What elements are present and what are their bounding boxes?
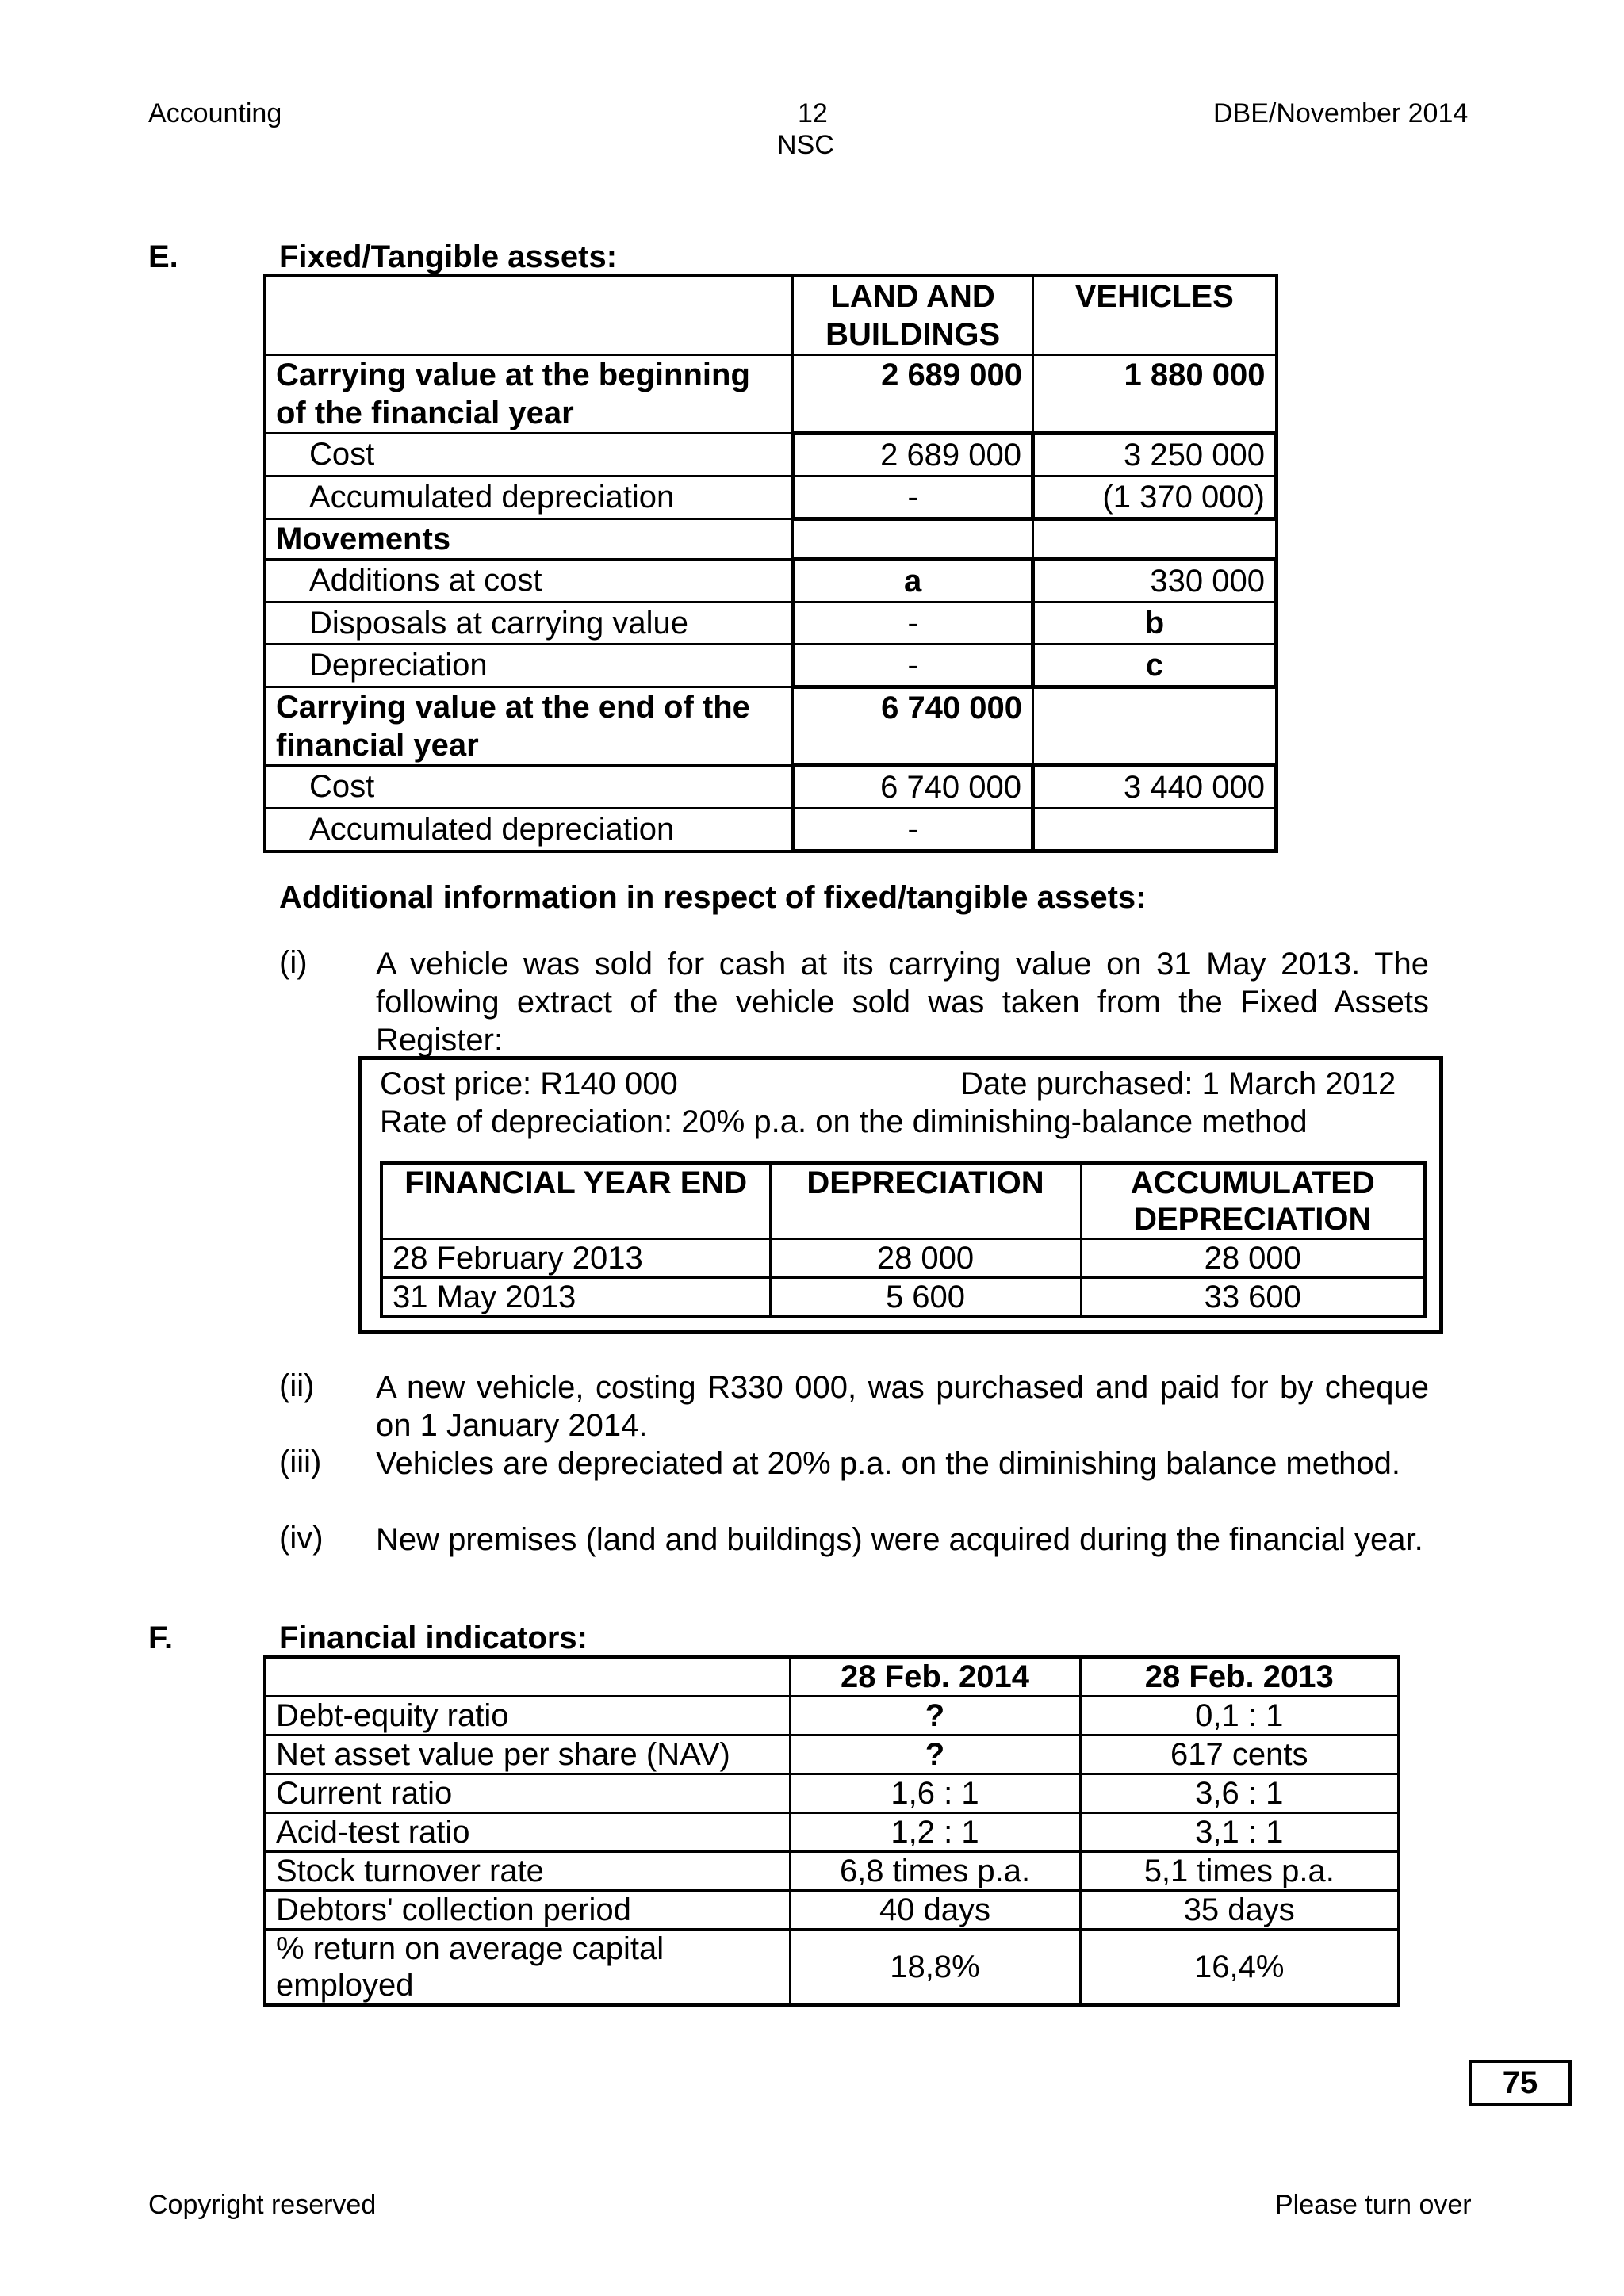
fi-value-2013: 5,1 times p.a. bbox=[1080, 1852, 1399, 1891]
fa-cv-begin-land: 2 689 000 bbox=[793, 355, 1033, 434]
register-cell: 28 000 bbox=[1081, 1239, 1425, 1278]
register-table bbox=[380, 1161, 1427, 1318]
fa-movements-vehicles bbox=[1033, 519, 1277, 560]
register-header-accumulated: ACCUMULATED DEPRECIATION bbox=[1081, 1163, 1425, 1239]
table-row bbox=[381, 1278, 1425, 1318]
fi-label: Net asset value per share (NAV) bbox=[265, 1735, 790, 1774]
fi-label: % return on average capital employed bbox=[265, 1930, 790, 2006]
fa-cv-end-land: 6 740 000 bbox=[793, 687, 1033, 766]
register-cost-price: Cost price: R140 000 bbox=[380, 1066, 678, 1101]
header-exam: DBE/November 2014 bbox=[1213, 98, 1469, 128]
footer-turn-over: Please turn over bbox=[1275, 2190, 1472, 2220]
register-header-year-end: FINANCIAL YEAR END bbox=[381, 1163, 770, 1239]
fi-label: Debtors' collection period bbox=[265, 1891, 790, 1930]
item-ii-text: A new vehicle, costing R330 000, was purchased and paid for by cheque on 1 January 2014. bbox=[376, 1370, 1429, 1443]
fi-value-2014: 1,2 : 1 bbox=[790, 1813, 1080, 1852]
fi-value-2014: 40 days bbox=[790, 1891, 1080, 1930]
fa-accdep-begin-label: Accumulated depreciation bbox=[265, 476, 793, 519]
fa-cost-end-vehicles: 3 440 000 bbox=[1033, 766, 1277, 809]
register-cell: 31 May 2013 bbox=[381, 1278, 770, 1318]
fa-header-blank bbox=[265, 276, 793, 355]
section-f-letter: F. bbox=[148, 1621, 174, 1655]
item-iii-text: Vehicles are depreciated at 20% p.a. on the diminishing balance method. bbox=[376, 1446, 1400, 1481]
fa-accdep-end-land: - bbox=[793, 809, 1033, 851]
fa-cv-end-vehicles bbox=[1033, 687, 1277, 766]
fa-accdep-begin-land: - bbox=[793, 476, 1033, 519]
table-row bbox=[265, 1852, 1399, 1891]
fi-value-2014: ? bbox=[790, 1697, 1080, 1735]
fa-accdep-begin-vehicles: (1 370 000) bbox=[1033, 476, 1277, 519]
page-number: 12 bbox=[798, 98, 828, 128]
fi-value-2013: 35 days bbox=[1080, 1891, 1399, 1930]
table-row bbox=[265, 1930, 1399, 2006]
fa-cost-end-label: Cost bbox=[265, 766, 793, 809]
table-row bbox=[265, 1774, 1399, 1813]
fi-value-2013: 3,6 : 1 bbox=[1080, 1774, 1399, 1813]
table-row bbox=[265, 1697, 1399, 1735]
table-row bbox=[265, 1891, 1399, 1930]
fi-value-2013: 3,1 : 1 bbox=[1080, 1813, 1399, 1852]
section-e-title: Fixed/Tangible assets: bbox=[279, 239, 618, 274]
fi-value-2013: 617 cents bbox=[1080, 1735, 1399, 1774]
item-iv-text: New premises (land and buildings) were acquired during the financial year. bbox=[376, 1522, 1423, 1557]
register-cell: 28 February 2013 bbox=[381, 1239, 770, 1278]
register-cell: 28 000 bbox=[770, 1239, 1081, 1278]
register-date-purchased: Date purchased: 1 March 2012 bbox=[960, 1066, 1396, 1101]
item-i-number: (i) bbox=[279, 945, 308, 980]
fa-cv-begin-label: Carrying value at the beginning of the financial year bbox=[265, 355, 793, 434]
section-f-title: Financial indicators: bbox=[279, 1621, 588, 1655]
fa-disposals-vehicles: b bbox=[1033, 603, 1277, 645]
fi-value-2013: 16,4% bbox=[1080, 1930, 1399, 2006]
fi-value-2014: 6,8 times p.a. bbox=[790, 1852, 1080, 1891]
fi-label: Debt-equity ratio bbox=[265, 1697, 790, 1735]
item-i-text: A vehicle was sold for cash at its carrying value on 31 May 2013. The following extract of the vehicle sold was taken from the Fixed Assets Register: bbox=[376, 947, 1429, 1058]
fa-cost-begin-label: Cost bbox=[265, 434, 793, 476]
fa-header-vehicles: VEHICLES bbox=[1033, 276, 1277, 355]
fa-movements-land bbox=[793, 519, 1033, 560]
item-ii-number: (ii) bbox=[279, 1368, 315, 1403]
register-header-depreciation: DEPRECIATION bbox=[770, 1163, 1081, 1239]
fixed-assets-register-box bbox=[358, 1056, 1443, 1334]
register-cell: 5 600 bbox=[770, 1278, 1081, 1318]
section-e-letter: E. bbox=[148, 239, 178, 274]
fa-cost-begin-land: 2 689 000 bbox=[793, 434, 1033, 476]
fi-header-blank bbox=[265, 1657, 790, 1697]
fa-accdep-end-vehicles bbox=[1033, 809, 1277, 851]
register-rate: Rate of depreciation: 20% p.a. on the diminishing-balance method bbox=[380, 1104, 1308, 1139]
fa-disposals-land: - bbox=[793, 603, 1033, 645]
financial-indicators-table bbox=[263, 1655, 1400, 2007]
fi-label: Current ratio bbox=[265, 1774, 790, 1813]
fi-header-2013: 28 Feb. 2013 bbox=[1080, 1657, 1399, 1697]
register-cell: 33 600 bbox=[1081, 1278, 1425, 1318]
fa-accdep-end-label: Accumulated depreciation bbox=[265, 809, 793, 851]
header-subject: Accounting bbox=[148, 98, 282, 128]
item-iv-number: (iv) bbox=[279, 1521, 324, 1556]
fa-cost-end-land: 6 740 000 bbox=[793, 766, 1033, 809]
fi-value-2014: 1,6 : 1 bbox=[790, 1774, 1080, 1813]
fi-value-2014: 18,8% bbox=[790, 1930, 1080, 2006]
fa-additions-vehicles: 330 000 bbox=[1033, 560, 1277, 603]
fi-value-2013: 0,1 : 1 bbox=[1080, 1697, 1399, 1735]
fi-label: Acid-test ratio bbox=[265, 1813, 790, 1852]
fa-cv-begin-vehicles: 1 880 000 bbox=[1033, 355, 1277, 434]
fixed-assets-table bbox=[263, 274, 1278, 853]
table-row bbox=[265, 1813, 1399, 1852]
fi-header-2014: 28 Feb. 2014 bbox=[790, 1657, 1080, 1697]
fa-depreciation-label: Depreciation bbox=[265, 645, 793, 687]
fa-disposals-label: Disposals at carrying value bbox=[265, 603, 793, 645]
table-row bbox=[381, 1239, 1425, 1278]
fa-depreciation-vehicles: c bbox=[1033, 645, 1277, 687]
fa-additions-label: Additions at cost bbox=[265, 560, 793, 603]
fa-movements-label: Movements bbox=[265, 519, 793, 560]
fa-additions-land: a bbox=[793, 560, 1033, 603]
fa-header-land: LAND AND BUILDINGS bbox=[793, 276, 1033, 355]
fa-cost-begin-vehicles: 3 250 000 bbox=[1033, 434, 1277, 476]
marks-box: 75 bbox=[1469, 2060, 1572, 2106]
fa-cv-end-label: Carrying value at the end of the financial year bbox=[265, 687, 793, 766]
fa-depreciation-land: - bbox=[793, 645, 1033, 687]
fi-label: Stock turnover rate bbox=[265, 1852, 790, 1891]
additional-info-title: Additional information in respect of fixed/tangible assets: bbox=[279, 880, 1147, 915]
item-iii-number: (iii) bbox=[279, 1445, 322, 1479]
footer-copyright: Copyright reserved bbox=[148, 2190, 377, 2220]
table-row bbox=[265, 1735, 1399, 1774]
header-nsc: NSC bbox=[777, 130, 834, 160]
fi-value-2014: ? bbox=[790, 1735, 1080, 1774]
